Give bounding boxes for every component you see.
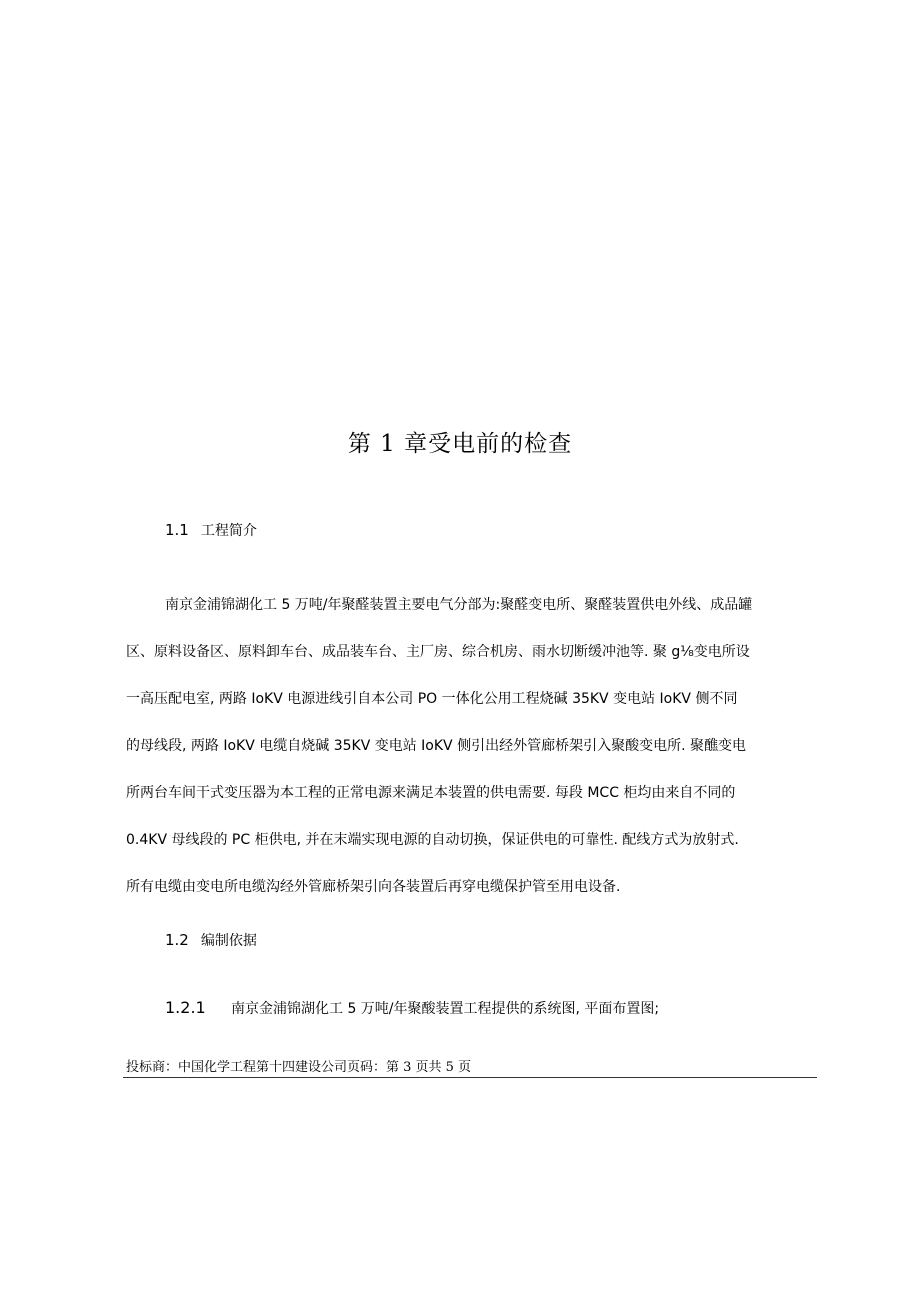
paragraph-line: 所两台车间干式变压器为本工程的正常电源来满足本装置的供电需要. 每段 MCC 柜均由来自不同的 <box>126 785 736 801</box>
subsection-1-2-1 <box>165 997 659 1020</box>
intro-paragraph <box>126 582 820 911</box>
paragraph-line: 所有电缆由变电所电缆沟经外管廊桥架引向各装置后再穿电缆保护管至用电设备. <box>126 879 621 895</box>
subsection-number: 1.2.1 <box>165 998 206 1017</box>
section-title: 工程简介 <box>200 523 257 539</box>
section-number: 1.2 <box>165 931 189 949</box>
paragraph-line: 区、原料设备区、原料卸车台、成品装车台、主厂房、综合机房、雨水切断缓冲池等. 聚 g⅛变电所设 <box>126 644 750 660</box>
section-number: 1.1 <box>165 521 189 539</box>
subsection-text: 南京金浦锦湖化工 5 万吨/年聚酸装置工程提供的系统图, 平面布置图; <box>231 1001 660 1017</box>
paragraph-line: 的母线段, 两路 IoKV 电缆自烧碱 35KV 变电站 IoKV 侧引出经外管廊桥架引入聚酸变电所. 聚醮变电 <box>126 738 746 754</box>
section-title: 编制依据 <box>200 933 257 949</box>
footer-divider <box>123 1077 817 1078</box>
paragraph-line: 一高压配电室, 两路 IoKV 电源进线引自本公司 PO 一体化公用工程烧碱 35KV 变电站 IoKV 侧不同 <box>126 691 738 707</box>
section-heading-1-1 <box>165 520 257 541</box>
page-footer: 投标商：中国化学工程第十四建设公司页码：第 3 页共 5 页 <box>126 1060 472 1075</box>
chapter-title: 第 1 章受电前的检查 <box>347 431 573 457</box>
paragraph-line: 南京金浦锦湖化工 5 万吨/年聚醛装置主要电气分部为:聚醛变电所、聚醛装置供电外线、成品罐 <box>165 597 753 613</box>
section-heading-1-2 <box>165 930 257 951</box>
paragraph-line: 0.4KV 母线段的 PC 柜供电, 并在末端实现电源的自动切换，保证供电的可靠性. 配线方式为放射式. <box>126 832 739 848</box>
